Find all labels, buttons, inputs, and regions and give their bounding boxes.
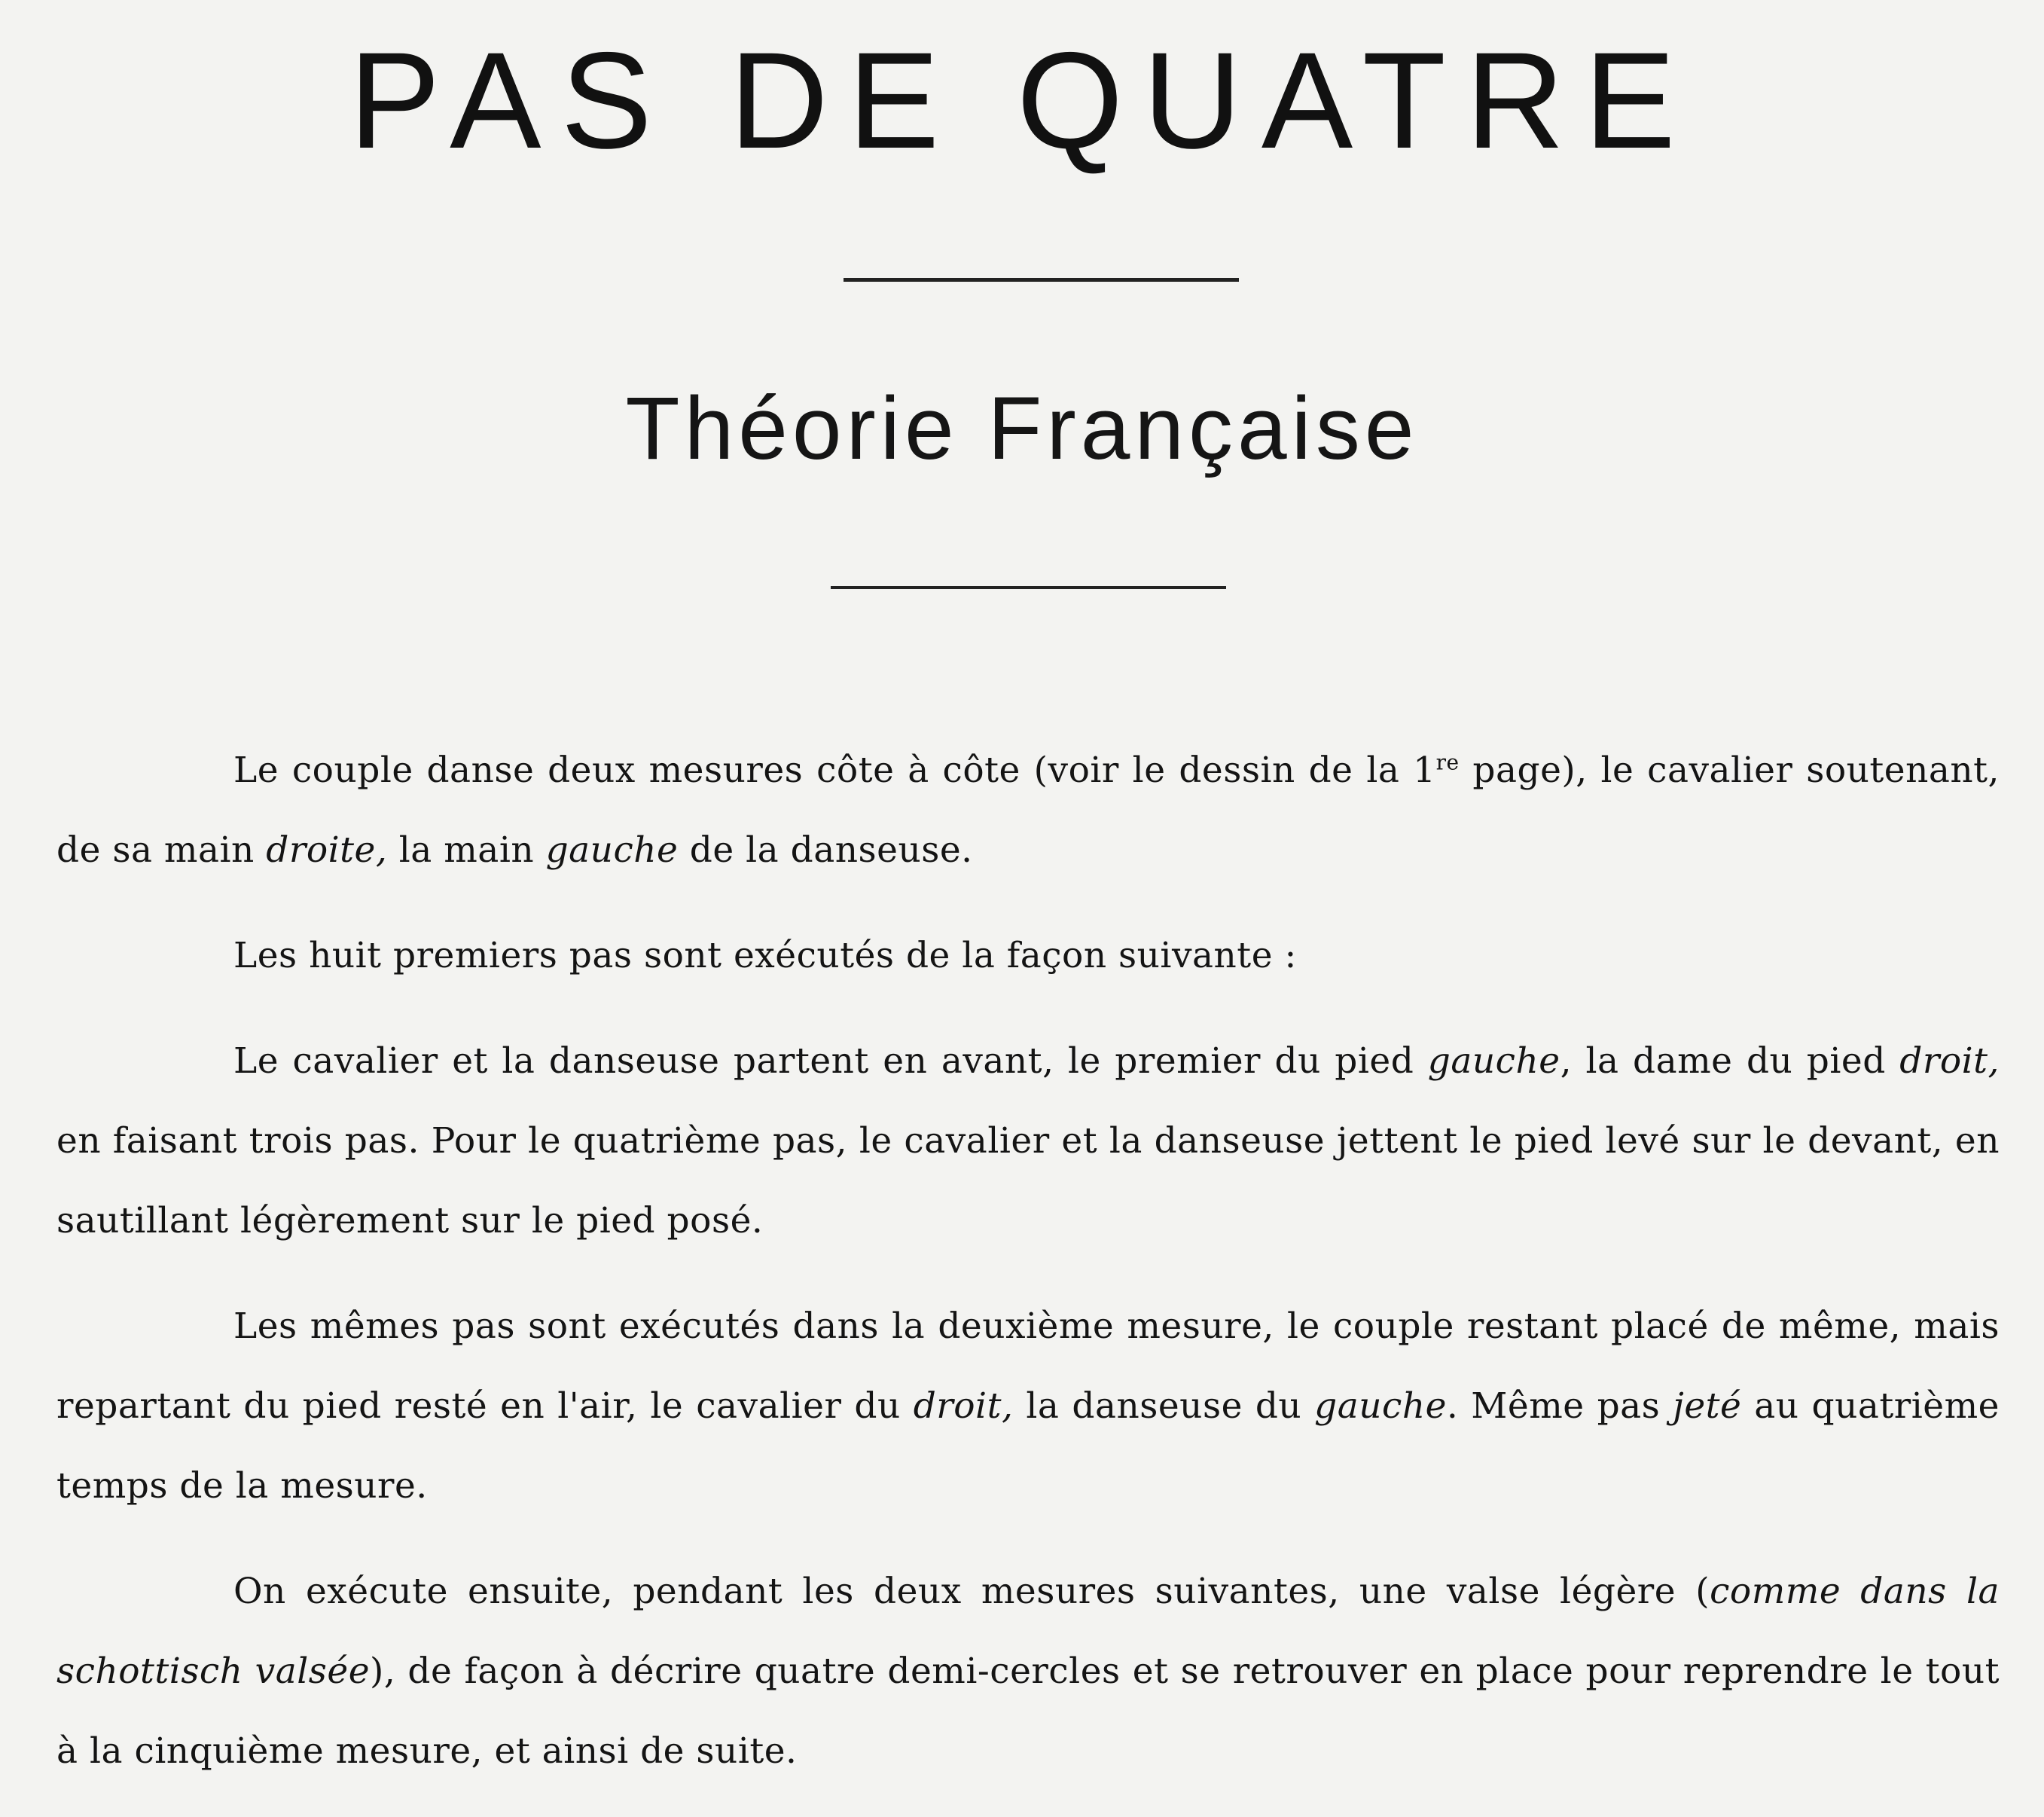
superscript-re: re bbox=[1435, 750, 1460, 775]
paragraph-3 bbox=[56, 1021, 2000, 1261]
body-text bbox=[56, 731, 2000, 1817]
paragraph-3-text: en faisant trois pas. Pour le quatrième pas, le cavalier et la danseuse jettent le pied levé sur le devant, en sautillant légèrement sur le pied posé. bbox=[56, 1120, 2000, 1241]
paragraph-4 bbox=[56, 1287, 2000, 1526]
emphasis-text: gauche bbox=[1314, 1385, 1447, 1427]
paragraph-5-text: On exécute ensuite, pendant les deux mesures suivantes, une valse légère ( bbox=[233, 1571, 1710, 1612]
paragraph-1 bbox=[56, 731, 2000, 890]
paragraph-2-text: Les huit premiers pas sont exécutés de la façon suivante : bbox=[233, 935, 1297, 976]
page-subtitle: Théorie Française bbox=[625, 379, 1419, 478]
paragraph-5 bbox=[56, 1552, 2000, 1791]
paragraph-5-text: ), de façon à décrire quatre demi-cercles et se retrouver en place pour reprendre le tout à la cinquième mesure, et ainsi de suite. bbox=[56, 1651, 2000, 1772]
paragraph-1-text: page), le cavalier soutenant, de sa main bbox=[56, 750, 2000, 871]
paragraph-3-text: Le cavalier et la danseuse partent en avant, le premier du pied bbox=[233, 1040, 1428, 1082]
paragraph-1-text: Le couple danse deux mesures côte à côte (voir le dessin de la 1 bbox=[233, 750, 1436, 791]
page-title: PAS DE QUATRE bbox=[349, 23, 1695, 177]
paragraph-1-text: de la danseuse. bbox=[678, 829, 973, 871]
paragraph-4-text: la danseuse du bbox=[1013, 1385, 1315, 1427]
emphasis-text: gauche bbox=[545, 829, 679, 871]
title-divider bbox=[844, 278, 1239, 282]
paragraph-3-text: , la dame du pied bbox=[1560, 1040, 1900, 1082]
emphasis-text: droit, bbox=[1899, 1040, 2000, 1082]
paragraph-4-text: . Même pas bbox=[1446, 1385, 1673, 1427]
subtitle-divider bbox=[831, 586, 1226, 589]
paragraph-2 bbox=[56, 916, 2000, 996]
emphasis-text: droite, bbox=[266, 829, 388, 871]
emphasis-text: droit, bbox=[913, 1385, 1014, 1427]
emphasis-text: jeté bbox=[1673, 1385, 1742, 1427]
paragraph-1-text: la main bbox=[387, 829, 546, 871]
emphasis-text: gauche bbox=[1427, 1040, 1560, 1082]
paragraph-4-text: au quatrième temps de la mesure. bbox=[56, 1385, 2000, 1507]
paragraph-4-text: Les mêmes pas sont exécutés dans la deuxième mesure, le couple restant placé de même, mais repartant du pied resté en l'air, le cavalier du bbox=[56, 1305, 2000, 1427]
emphasis-text: comme dans la schottisch valsée bbox=[56, 1571, 2000, 1692]
